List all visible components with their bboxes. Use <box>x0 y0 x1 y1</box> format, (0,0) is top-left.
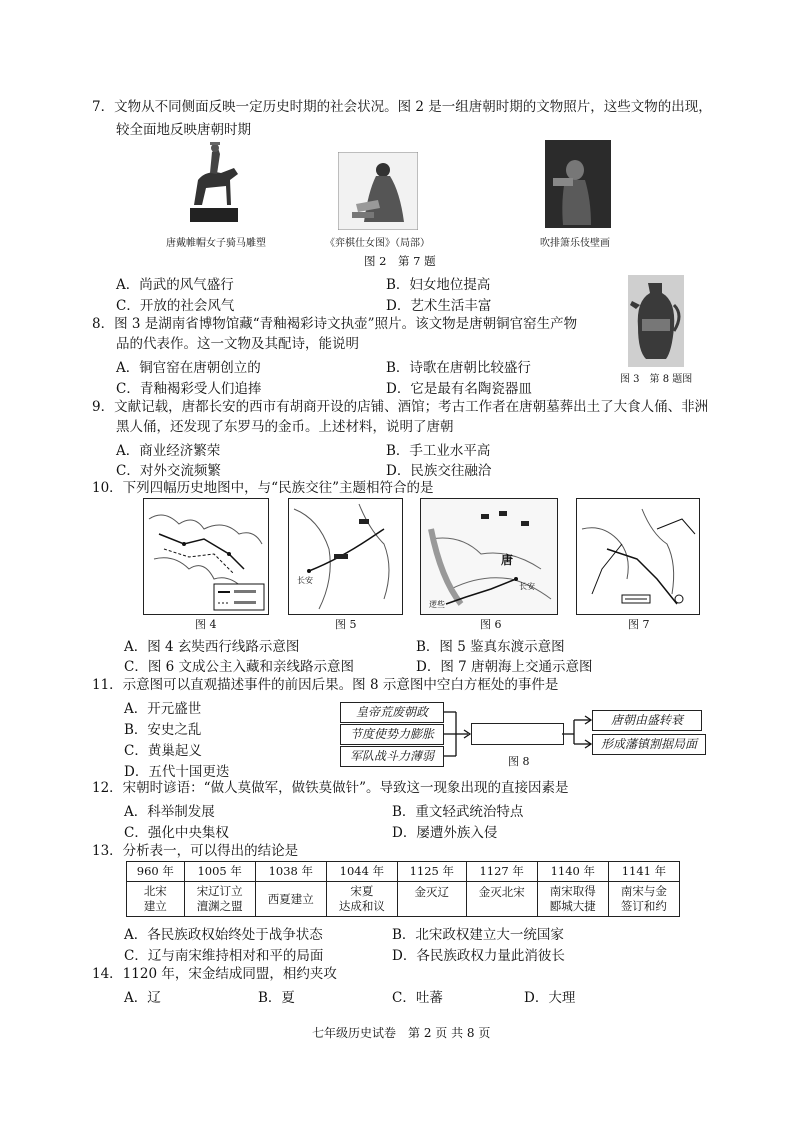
q9-stem-line2: 黑人俑，还发现了东罗马的金币。上述材料，说明了唐朝 <box>116 419 454 435</box>
event-line: 西夏建立 <box>267 891 314 906</box>
effect-box-2: 形成藩镇割据局面 <box>592 734 706 755</box>
q13-option-c[interactable]: C．辽与南宋维持相对和平的局面 <box>124 948 324 964</box>
q12-option-a[interactable]: A．科举制发展 <box>124 804 215 820</box>
table-cell <box>255 882 326 917</box>
event-line: 达成和议 <box>338 899 385 913</box>
q7-option-d[interactable]: D．艺术生活丰富 <box>386 298 492 314</box>
event-line: 郾城大捷 <box>549 899 596 913</box>
event-line: 宋辽订立 <box>196 884 243 898</box>
changan-label: 长安 <box>297 576 313 585</box>
q8-stem-line2: 品的代表作。这一文物及其配诗，能说明 <box>116 336 359 352</box>
musician-mural-photo <box>545 140 611 228</box>
changan-label-map6: 长安 <box>519 582 535 591</box>
lady-playing-chess-painting-photo <box>338 152 418 230</box>
celadon-ewer-photo <box>628 275 684 367</box>
event-line: 宋夏 <box>350 884 374 898</box>
table-cell: 1125 年 <box>397 862 466 882</box>
table-cell <box>537 882 608 917</box>
q12-option-b[interactable]: B．重文轻武统治特点 <box>392 804 524 820</box>
event-line: 金灭辽 <box>414 885 450 899</box>
q14-option-a[interactable]: A．辽 <box>124 990 161 1006</box>
map-4-caption: 图 4 <box>195 618 217 631</box>
q13-stem: 13．分析表一，可以得出的结论是 <box>92 843 299 859</box>
q10-option-a[interactable]: A．图 4 玄奘西行线路示意图 <box>124 639 300 655</box>
table-cell <box>397 882 466 917</box>
map-7 <box>576 498 700 615</box>
table-cell: 1005 年 <box>184 862 255 882</box>
q11-stem: 11．示意图可以直观描述事件的前因后果。图 8 示意图中空白方框处的事件是 <box>92 677 559 693</box>
table-cell: 960 年 <box>127 862 185 882</box>
q14-option-b[interactable]: B．夏 <box>258 990 295 1006</box>
q14-option-d[interactable]: D．大理 <box>524 990 576 1006</box>
figure-3-caption: 图 3 第 8 题图 <box>620 374 693 385</box>
table-cell <box>326 882 397 917</box>
event-line: 北宋 <box>143 884 167 898</box>
event-line: 金灭北宋 <box>478 885 525 899</box>
tang-label: 唐 <box>501 553 514 567</box>
q13-option-d[interactable]: D．各民族政权力量此消彼长 <box>392 948 565 964</box>
table-cell: 1038 年 <box>255 862 326 882</box>
q8-option-b[interactable]: B．诗歌在唐朝比较盛行 <box>386 360 531 376</box>
blank-answer-box <box>471 723 564 745</box>
table-cell <box>127 882 185 917</box>
q9-option-a[interactable]: A．商业经济繁荣 <box>116 443 221 459</box>
horse-rider-sculpture-photo <box>186 140 246 225</box>
q8-option-c[interactable]: C．青釉褐彩受人们追捧 <box>116 381 262 397</box>
q9-option-b[interactable]: B．手工业水平高 <box>386 443 491 459</box>
q7-option-b[interactable]: B．妇女地位提高 <box>386 277 491 293</box>
q10-stem: 10．下列四幅历史地图中，与“民族交往”主题相符合的是 <box>92 480 434 496</box>
q12-option-d[interactable]: D．屡遭外族入侵 <box>392 825 498 841</box>
event-line: 澶渊之盟 <box>196 899 243 913</box>
effect-box-1: 唐朝由盛转衰 <box>592 710 702 731</box>
q13-option-b[interactable]: B．北宋政权建立大一统国家 <box>392 927 564 943</box>
table-cell: 1140 年 <box>537 862 608 882</box>
table-row-years <box>127 862 680 882</box>
q7-stem-line2: 较全面地反映唐朝时期 <box>116 122 251 138</box>
table-row-events <box>127 882 680 917</box>
table-cell: 1141 年 <box>608 862 679 882</box>
q9-stem-line1: 9．文献记载，唐都长安的西市有胡商开设的店铺、酒馆；考古工作者在唐朝墓葬出土了大食人俑、非洲 <box>92 399 709 415</box>
luosuo-label: 逻些 <box>429 600 445 609</box>
q8-option-d[interactable]: D．它是最有名陶瓷器皿 <box>386 381 532 397</box>
q9-option-d[interactable]: D．民族交往融洽 <box>386 463 492 479</box>
q10-option-d[interactable]: D．图 7 唐朝海上交通示意图 <box>416 659 593 675</box>
map-6-caption: 图 6 <box>480 618 502 631</box>
q10-option-b[interactable]: B．图 5 鉴真东渡示意图 <box>416 639 565 655</box>
table-cell <box>466 882 537 917</box>
page-footer: 七年级历史试卷 第 2 页 共 8 页 <box>312 1026 491 1040</box>
event-line: 南宋取得 <box>549 884 596 898</box>
q14-stem: 14．1120 年，宋金结成同盟，相约夹攻 <box>92 966 337 982</box>
table-cell <box>184 882 255 917</box>
q12-option-c[interactable]: C．强化中央集权 <box>124 825 229 841</box>
map-4 <box>143 498 269 615</box>
table-cell <box>608 882 679 917</box>
map-5-caption: 图 5 <box>335 618 357 631</box>
q7-option-a[interactable]: A．尚武的风气盛行 <box>116 277 234 293</box>
table-cell: 1127 年 <box>466 862 537 882</box>
q11-option-d[interactable]: D．五代十国更迭 <box>124 764 230 780</box>
figure-8-caption: 图 8 <box>508 755 530 768</box>
table-cell: 1044 年 <box>326 862 397 882</box>
figure-2-caption: 图 2 第 7 题 <box>364 254 436 268</box>
q7-stem-line1: 7．文物从不同侧面反映一定历史时期的社会状况。图 2 是一组唐朝时期的文物照片，这些文物的出现， <box>92 99 712 115</box>
q14-option-c[interactable]: C．吐蕃 <box>392 990 443 1006</box>
map-6 <box>420 498 558 615</box>
event-line: 建立 <box>143 899 167 913</box>
q11-option-b[interactable]: B．安史之乱 <box>124 722 202 738</box>
q8-stem-line1: 8．图 3 是湖南省博物馆藏“青釉褐彩诗文执壶”照片。该文物是唐朝铜官窑生产物 <box>92 316 578 332</box>
cause-box-2: 节度使势力膨胀 <box>340 724 444 745</box>
q10-option-c[interactable]: C．图 6 文成公主入藏和亲线路示意图 <box>124 659 355 675</box>
photo-caption-3: 吹排箫乐伎壁画 <box>540 238 610 249</box>
q11-option-c[interactable]: C．黄巢起义 <box>124 743 202 759</box>
q9-option-c[interactable]: C．对外交流频繁 <box>116 463 221 479</box>
map-7-caption: 图 7 <box>628 618 650 631</box>
photo-caption-2: 《弈棋仕女图》（局部） <box>325 238 430 249</box>
event-line: 南宋与金 <box>620 884 667 898</box>
q11-option-a[interactable]: A．开元盛世 <box>124 701 202 717</box>
map-5 <box>288 498 403 615</box>
cause-box-3: 军队战斗力薄弱 <box>340 746 444 767</box>
timeline-table <box>126 861 680 917</box>
event-line: 签订和约 <box>620 899 667 913</box>
q8-option-a[interactable]: A．铜官窑在唐朝创立的 <box>116 360 261 376</box>
cause-box-1: 皇帝荒废朝政 <box>340 702 444 723</box>
q12-stem: 12．宋朝时谚语：“做人莫做军，做铁莫做针”。导致这一现象出现的直接因素是 <box>92 780 569 796</box>
photo-caption-1: 唐戴帷帽女子骑马雕塑 <box>166 238 266 249</box>
q13-option-a[interactable]: A．各民族政权始终处于战争状态 <box>124 927 323 943</box>
q7-option-c[interactable]: C．开放的社会风气 <box>116 298 235 314</box>
